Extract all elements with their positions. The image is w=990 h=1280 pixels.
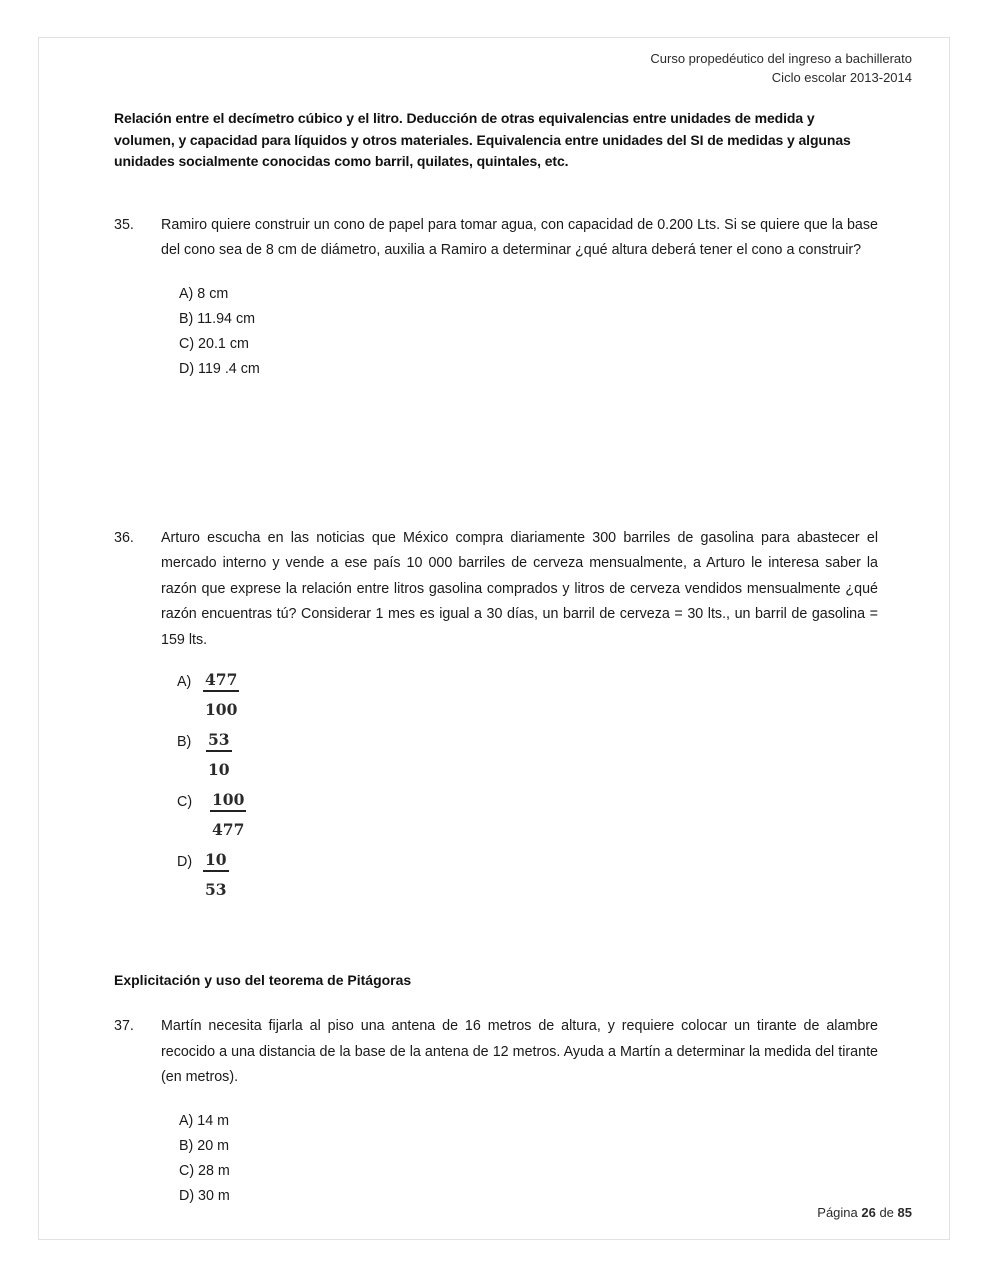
option-a[interactable] (177, 670, 878, 730)
section-heading-pitagoras: Explicitación y uso del teorema de Pitágoras (114, 972, 412, 988)
option-d[interactable] (177, 850, 878, 910)
footer-middle: de (875, 1205, 898, 1220)
spacer (114, 382, 878, 526)
fraction-numerator: 10 (205, 850, 227, 869)
spacer (114, 264, 878, 282)
page-footer (817, 1204, 912, 1222)
option-a-label: A) (177, 674, 192, 690)
question-37-number: 37. (114, 1018, 134, 1034)
fraction-denominator: 477 (212, 820, 245, 839)
option-b[interactable]: B) 20 m (179, 1137, 230, 1154)
option-d[interactable]: D) 30 m (179, 1187, 230, 1204)
fraction-bar-icon (206, 750, 232, 752)
fraction-denominator: 100 (205, 700, 238, 719)
fraction-10-over-53 (203, 850, 229, 899)
spacer (114, 990, 878, 1014)
option-d[interactable]: D) 119 .4 cm (179, 360, 260, 377)
spacer (114, 653, 878, 670)
spacer (114, 1091, 878, 1109)
question-36-options (114, 670, 878, 910)
topic-lead-paragraph: Relación entre el decímetro cúbico y el litro. Deducción de otras equivalencias entre unidades de medida y volumen, y capacidad para líquidos y otros materiales. Equivalencia entre unidades del SI de medidas y algunas unidades socialmente conocidas como barril, quilates, quintales, etc. (114, 110, 851, 169)
page-content (114, 108, 878, 1209)
fraction-477-over-100 (203, 670, 239, 719)
question-35-text: Ramiro quiere construir un cono de papel para tomar agua, con capacidad de 0.200 Lts. Si se quiere que la base del cono sea de 8 cm de diámetro, auxilia a Ramiro a determinar ¿qué altura deberá tener el cono a construir? (161, 216, 878, 258)
option-b-label: B) (177, 734, 192, 750)
header-line-cycle: Ciclo escolar 2013-2014 (771, 70, 912, 85)
fraction-bar-icon (210, 810, 246, 812)
question-36-number: 36. (114, 529, 134, 546)
page-inner (39, 38, 949, 1239)
option-c[interactable]: C) 28 m (179, 1162, 230, 1179)
footer-prefix: Página (817, 1205, 862, 1220)
option-c[interactable]: C) 20.1 cm (179, 335, 249, 352)
question-37 (114, 1014, 878, 1091)
spacer (114, 910, 878, 970)
question-35-options (114, 282, 878, 382)
option-c-label: C) (177, 794, 193, 810)
option-d-label: D) (177, 854, 193, 870)
question-35-number: 35. (114, 216, 134, 233)
fraction-bar-icon (203, 870, 229, 872)
fraction-numerator: 53 (208, 730, 230, 749)
option-a[interactable]: A) 8 cm (179, 285, 229, 302)
header-line-course: Curso propedéutico del ingreso a bachillerato (650, 51, 912, 66)
question-36 (114, 526, 878, 654)
fraction-denominator: 53 (205, 880, 227, 899)
spacer (114, 173, 878, 213)
fraction-numerator: 477 (205, 670, 238, 689)
question-37-text: Martín necesita fijarla al piso una antena de 16 metros de altura, y requiere colocar un tirante de alambre recocido a una distancia de la base de la antena de 12 metros. Ayuda a Martín a determinar la medida del tirante (en metros). (161, 1018, 878, 1085)
fraction-numerator: 100 (212, 790, 245, 809)
option-a[interactable]: A) 14 m (179, 1112, 230, 1129)
option-b[interactable]: B) 11.94 cm (179, 310, 256, 327)
fraction-53-over-10 (206, 730, 232, 779)
fraction-bar-icon (203, 690, 239, 692)
fraction-100-over-477 (210, 790, 246, 839)
question-36-text: Arturo escucha en las noticias que México compra diariamente 300 barriles de gasolina para abastecer el mercado interno y vende a ese país 10 000 barriles de cerveza mensualmente, a Arturo le interesa saber la razón que exprese la relación entre litros gasolina comprados y litros de cerveza vendidos mensualmente ¿qué razón encuentras tú? Considerar 1 mes es igual a 30 días, un barril de cerveza = 30 lts., un barril de gasolina = 159 lts. (161, 529, 878, 648)
document-header (650, 49, 912, 87)
footer-total-pages: 85 (897, 1205, 912, 1220)
fraction-denominator: 10 (208, 760, 230, 779)
option-b[interactable] (177, 730, 878, 790)
document-page (38, 37, 950, 1240)
question-37-options (114, 1109, 878, 1209)
footer-page-number: 26 (861, 1205, 876, 1220)
option-c[interactable] (177, 790, 878, 850)
question-35 (114, 213, 878, 264)
